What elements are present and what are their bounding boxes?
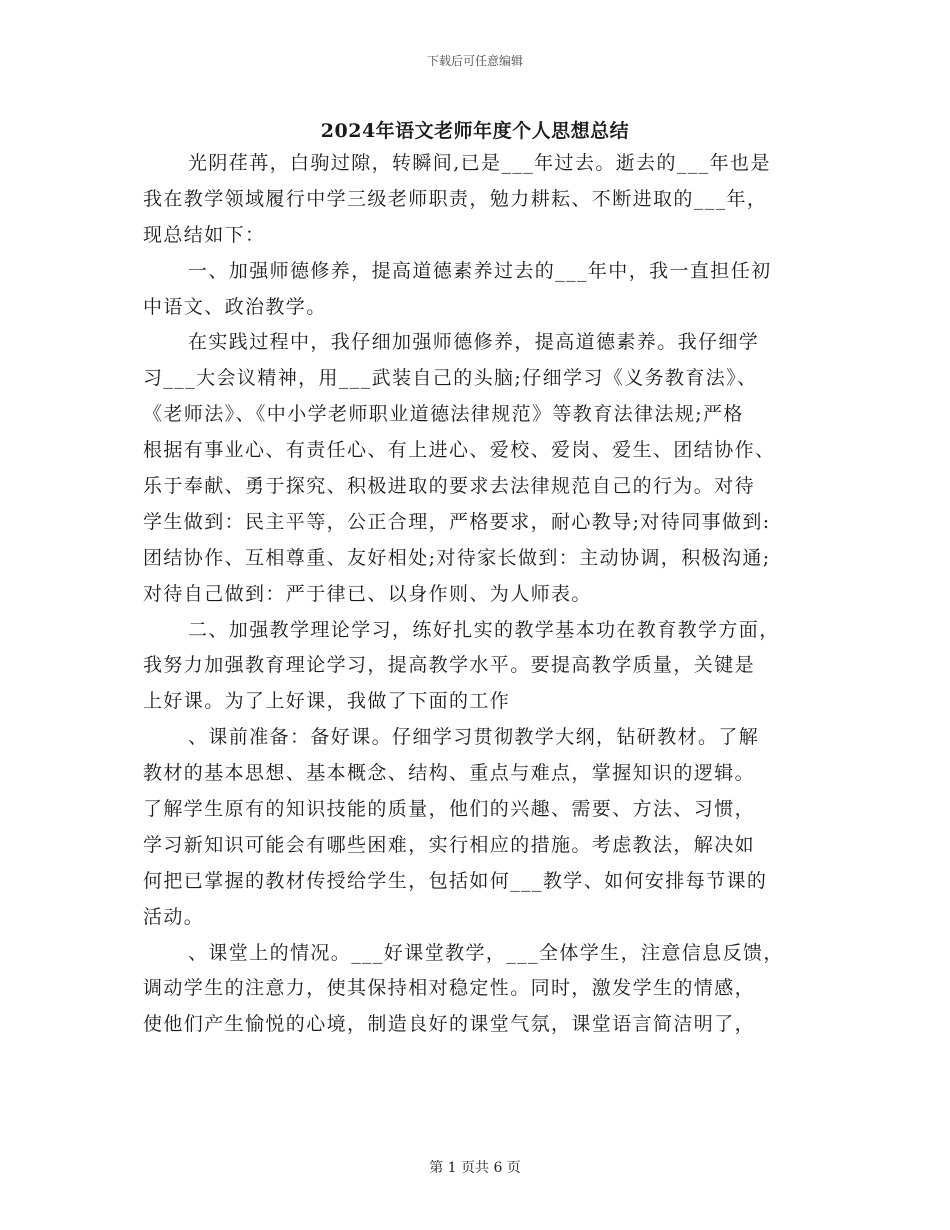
text-line: 在实践过程中，我仔细加强师德修养，提高道德素养。我仔细学	[188, 331, 760, 354]
paragraph-section-1	[143, 254, 813, 326]
page-number: 第 1 页共 6 页	[429, 1160, 521, 1176]
text-line: 我在教学领域履行中学三级老师职责，勉力耕耘、不断进取的___年，	[143, 187, 768, 210]
text-line: 二、加强教学理论学习，练好扎实的教学基本功在教育教学方面，	[188, 618, 780, 641]
paragraph-intro	[143, 146, 813, 254]
text-line: 活动。	[143, 905, 205, 928]
text-line: 根据有事业心、有责任心、有上进心、爱校、爱岗、爱生、团结协作、	[143, 439, 776, 462]
text-line: 现总结如下：	[143, 223, 266, 246]
document-body	[143, 146, 813, 1043]
text-line: 团结协作、互相尊重、友好相处;对待家长做到：主动协调，积极沟通;	[143, 546, 771, 569]
text-line: 中语文、政治教学。	[143, 295, 327, 318]
text-line: 光阴荏苒，白驹过隙，转瞬间,已是___年过去。逝去的___年也是	[188, 152, 771, 174]
text-line: 乐于奉献、勇于探究、积极进取的要求去法律规范自己的行为。对待	[143, 475, 756, 498]
text-line: 学习新知识可能会有哪些困难，实行相应的措施。考虑教法，解决如	[143, 833, 756, 856]
paragraph-classroom	[143, 936, 813, 1044]
text-line: 一、加强师德修养，提高道德素养过去的___年中，我一直担任初	[188, 259, 772, 282]
text-line: 、课前准备：备好课。仔细学习贯彻教学大纲，钻研教材。了解	[188, 726, 760, 749]
text-line: 上好课。为了上好课，我做了下面的工作	[143, 690, 511, 713]
text-line: 、课堂上的情况。___好课堂教学，___全体学生，注意信息反馈，	[188, 941, 784, 964]
page-header: 下载后可任意编辑	[426, 54, 523, 68]
text-line: 使他们产生愉悦的心境，制造良好的课堂气氛，课堂语言简洁明了，	[143, 1013, 756, 1036]
document-title: 2024年语文老师年度个人思想总结	[320, 120, 630, 142]
text-line: 调动学生的注意力，使其保持相对稳定性。同时，激发学生的情感，	[143, 977, 756, 1000]
paragraph-section-2	[143, 613, 813, 721]
text-line: 教材的基本思想、基本概念、结构、重点与难点，掌握知识的逻辑。	[143, 762, 756, 785]
text-line: 学生做到：民主平等，公正合理，严格要求，耐心教导;对待同事做到:	[143, 510, 771, 533]
text-line: 了解学生原有的知识技能的质量，他们的兴趣、需要、方法、习惯，	[143, 798, 756, 821]
text-line: 《老师法》、《中小学老师职业道德法律规范》等教育法律法规;严格	[143, 403, 744, 426]
text-line: 习___大会议精神，用___武装自己的头脑;仔细学习《义务教育法》、	[143, 367, 758, 390]
text-line: 对待自己做到：严于律已、以身作则、为人师表。	[143, 582, 592, 605]
text-line: 何把已掌握的教材传授给学生，包括如何___教学、如何安排每节课的	[143, 869, 768, 892]
paragraph-lesson-prep	[143, 720, 813, 935]
paragraph-practice	[143, 325, 813, 612]
text-line: 我努力加强教育理论学习，提高教学水平。要提高教学质量，关键是	[143, 654, 756, 677]
